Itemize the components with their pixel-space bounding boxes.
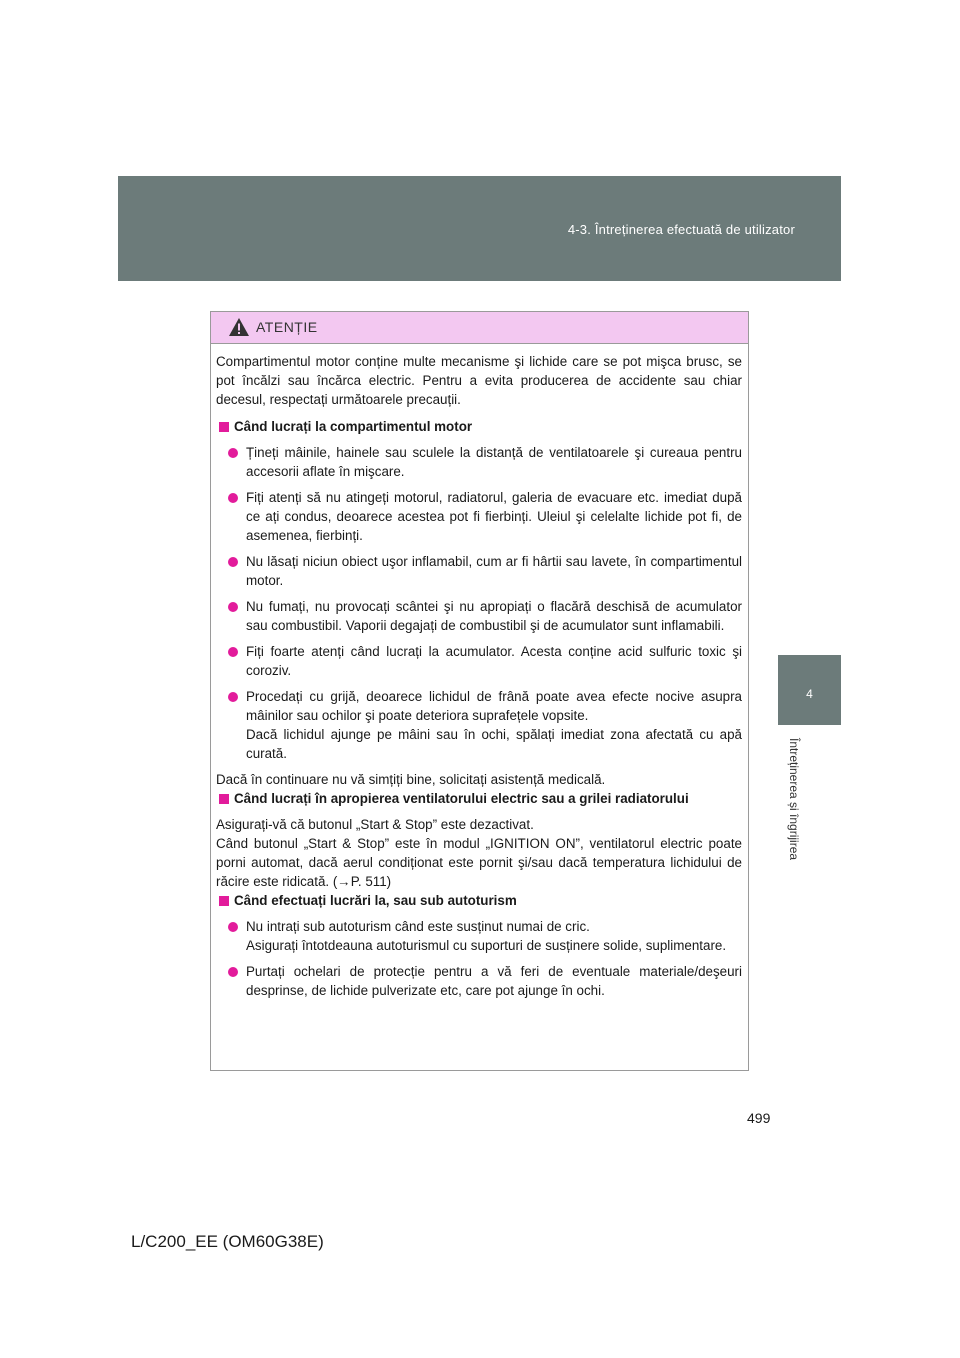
section-heading: Când efectuați lucrări la, sau sub autoturism: [216, 891, 742, 910]
page-number: 499: [747, 1110, 771, 1126]
document-code: L/C200_EE (OM60G38E): [131, 1232, 324, 1251]
round-bullet-icon: [228, 647, 238, 657]
square-bullet-icon: [219, 896, 229, 906]
round-bullet-icon: [228, 692, 238, 702]
list-item: Nu lăsați niciun obiect uşor inflamabil, cum ar fi hârtii sau lavete, în compartimentul motor.: [228, 552, 742, 590]
list-item: Purtați ochelari de protecție pentru a vă feri de eventuale materiale/deşeuri desprinse, de lichide pulverizate etc, care pot ajunge în ochi.: [228, 962, 742, 1000]
warning-header: [211, 312, 748, 344]
square-bullet-icon: [219, 422, 229, 432]
note-text: Dacă în continuare nu vă simțiți bine, solicitați asistență medicală.: [216, 772, 606, 787]
warning-box: [210, 311, 749, 1071]
round-bullet-icon: [228, 557, 238, 567]
round-bullet-icon: [228, 602, 238, 612]
section-title: 4-3. Întreținerea efectuată de utilizator: [567, 222, 795, 237]
list-item: Nu fumați, nu provocați scântei şi nu apropiați o flacără deschisă de acumulator sau combustibil. Vaporii degajați de combustibil şi de acumulator sunt inflamabili.: [228, 597, 742, 635]
header-band: [118, 176, 841, 281]
warning-intro: Compartimentul motor conține multe mecanisme şi lichide care se pot mişca brusc, se pot încălzi sau încărca electric. Pentru a evita producerea de accidente sau chiar decesul, respectați următoarele precauții.: [216, 354, 742, 407]
list-item: Fiți foarte atenți când lucrați la acumulator. Acesta conține acid sulfuric toxic şi coroziv.: [228, 642, 742, 680]
square-bullet-icon: [219, 794, 229, 804]
chapter-label: Întreținerea și îngrijirea: [787, 738, 801, 861]
round-bullet-icon: [228, 967, 238, 977]
section-heading: Când lucrați la compartimentul motor: [216, 417, 742, 436]
list-item: Țineți mâinile, hainele sau sculele la distanță de ventilatoarele şi cureaua pentru accesorii aflate în mişcare.: [228, 443, 742, 481]
warning-title: ATENȚIE: [256, 319, 318, 335]
warning-triangle-icon: [228, 317, 250, 337]
chapter-number: 4: [806, 687, 813, 701]
list-item: Nu intrați sub autoturism când este susținut numai de cric. Asigurați întotdeauna autoturismul cu suporturi de susținere solide, suplimentare.: [228, 917, 742, 955]
chapter-tab: [778, 655, 841, 725]
list-item: Procedați cu grijă, deoarece lichidul de frână poate avea efecte nocive asupra mâinilor sau ochilor şi poate deteriora suprafețele vopsite. Dacă lichidul ajunge pe mâini sau în ochi, spălați imediat zona afectată cu apă curată.: [228, 687, 742, 763]
warning-body: [211, 344, 748, 1000]
round-bullet-icon: [228, 493, 238, 503]
list-item: Fiți atenți să nu atingeți motorul, radiatorul, galeria de evacuare etc. imediat după ce ați condus, deoarece acestea pot fi fierbinți. Uleiul şi celelalte lichide pot fi, de asemenea, fierbinți.: [228, 488, 742, 545]
paragraph: Asigurați-vă că butonul „Start & Stop” este dezactivat. Când butonul „Start & Stop” este în modul „IGNITION ON”, ventilatorul electric poate porni automat, dacă aerul condiționat este pornit şi/sau dacă temperatura lichidului de răcire este ridicată. (→P. 511): [216, 817, 742, 889]
section-heading: Când lucrați în apropierea ventilatorului electric sau a grilei radiatorului: [216, 789, 742, 808]
round-bullet-icon: [228, 448, 238, 458]
round-bullet-icon: [228, 922, 238, 932]
